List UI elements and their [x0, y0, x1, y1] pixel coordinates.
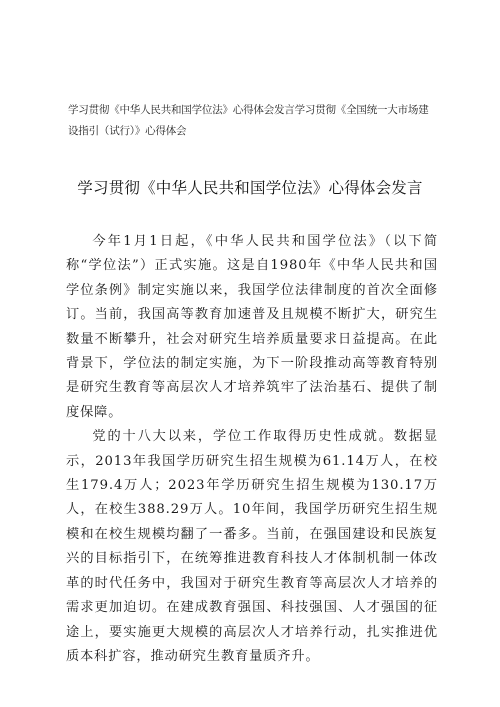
body-paragraph: 党的十八大以来，学位工作取得历史性成就。数据显示，2013年我国学历研究生招生规模为61.14万人，在校生179.4万人；2023年学历研究生招生规模为130.17万人，在校生388.29万人。10年间，我国学历研究生招生规模和在校生规模均翻了一番多。当前，在强国建设和民族复兴的目标指引下，在统筹推进教育科技人才体制机制一体改革的时代任务中，我国对于研究生教育等高层次人才培养的需求更加迫切。在建成教育强国、科技强国、人才强国的征途上，要实施更大规模的高层次人才培养行动，扎实推进优质本科扩容，推动研究生教育量质齐升。 [66, 429, 438, 664]
document-body [66, 230, 438, 669]
document-title: 学习贯彻《中华人民共和国学位法》心得体会发言 [77, 179, 423, 197]
document-header: 学习贯彻《中华人民共和国学位法》心得体会发言学习贯彻《全国统一大市场建设指引（试行）》心得体会 [68, 104, 429, 137]
body-paragraph: 今年1月1日起，《中华人民共和国学位法》（以下简称“学位法”）正式实施。这是自1980年《中华人民共和国学位条例》制定实施以来，我国学位法律制度的首次全面修订。当前，我国高等教育加速普及且规模不断扩大，研究生数量不断攀升，社会对研究生培养质量要求日益提高。在此背景下，学位法的制定实施，为下一阶段推动高等教育特别是研究生教育等高层次人才培养筑牢了法治基石、提供了制度保障。 [66, 234, 438, 420]
